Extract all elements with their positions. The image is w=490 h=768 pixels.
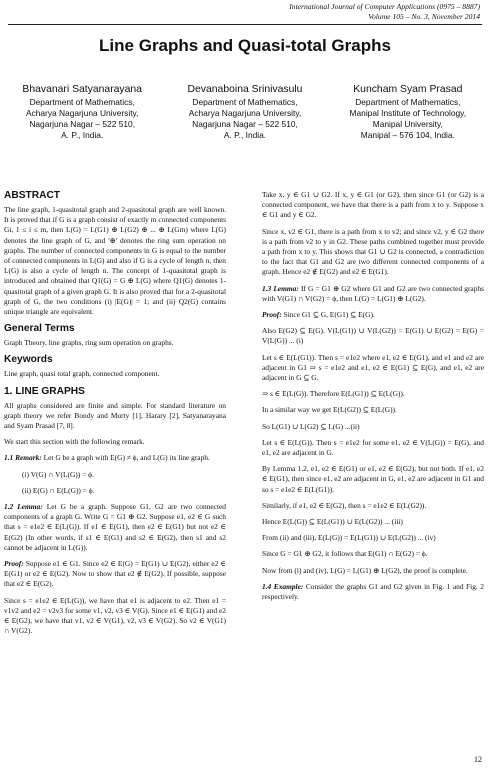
remark <box>4 453 226 463</box>
aff-line: Department of Mathematics, <box>29 97 135 107</box>
author-block <box>2 84 488 141</box>
aff-line: Manipal University, <box>372 119 443 129</box>
paragraph: Also E(G2) ⊆ E(G). V(L(G1)) ∪ V(L(G2)) = E(G1) ∪ E(G2) = E(G) = V(L(G)) ... (i) <box>262 326 484 346</box>
left-column <box>4 190 226 643</box>
paragraph: Similarly, if e1, e2 ∈ E(G2), then s = e1e2 ∈ E(L(G2)). <box>262 500 427 510</box>
aff-line: Department of Mathematics, <box>192 97 298 107</box>
paragraph: Now from (i) and (iv), L(G) = L(G1) ⊕ L(G2), the proof is complete. <box>262 565 468 575</box>
keywords-heading: Keywords <box>4 354 53 366</box>
proof-text: Suppose e1 ∈ G1. Since e2 ∈ E(G) = E(G1) ∪ E(G2), either e2 ∈ E(G1) or e2 ∈ E(G2). Now to show that e2 ∉ E(G2). If possible, suppose that e2 ∈ E(G2). <box>4 559 226 589</box>
paragraph: Hence E(L(G)) ⊆ E(L(G1)) ∪ E(L(G2)) ... (iii) <box>262 517 403 527</box>
remark-label: 1.1 Remark: <box>4 453 42 463</box>
paragraph: Since G = G1 ⊕ G2, it follows that E(G1) ∩ E(G2) = ϕ. <box>262 549 428 559</box>
paragraph: We start this section with the following remark. <box>4 437 145 447</box>
paragraph: In a similar way we get E(L(G2)) ⊆ E(L(G)). <box>262 405 397 415</box>
paragraph: Let s ∈ E(L(G1)). Then s = e1e2 where e1, e2 ∈ E(G1), and e1 and e2 are adjacent in G1 ⇒ s = e1e2 and e1, e2 ∈ E(G1) ⊆ E(G), and e1, e2 are adjacent in G ⊆ G. <box>262 352 484 383</box>
aff-line: Acharya Nagarjuna University, <box>188 108 302 118</box>
header-rule <box>8 24 482 25</box>
author-name: Kuncham Syam Prasad <box>353 84 463 95</box>
journal-line-2: Volume 105 – No. 3, November 2014 <box>368 12 480 21</box>
lemma-label: 1.3 Lemma: <box>262 283 299 293</box>
right-column <box>262 190 484 608</box>
example <box>262 582 484 602</box>
paragraph: All graphs considered are finite and simple. For standard literature on graph theory we refer Bondy and Murty [1], Harary [2], Satyanarayana and Syam Prasad [7, 8]. <box>4 400 226 431</box>
section-heading: 1. LINE GRAPHS <box>4 385 85 397</box>
abstract-heading: ABSTRACT <box>4 190 61 201</box>
aff-line: Department of Mathematics, <box>355 97 461 107</box>
paragraph: From (ii) and (iii), E(L(G)) = E(L(G1)) ∪ E(L(G2)) ... (iv) <box>262 533 436 543</box>
paragraph: So L(G1) ∪ L(G2) ⊆ L(G) ...(ii) <box>262 421 360 431</box>
journal-line-1: International Journal of Computer Applications (0975 – 8887) <box>289 2 480 11</box>
lemma-text: Let G be a graph. Suppose G1, G2 are two connected components of a graph G. Write G = G1 ⊕ G2. Suppose e1, e2 ∈ G such that s = e1e2 ∈ E(L(G)). If e1 ∈ E(G1), then e2 ∈ E(G1) but not e2 ∈ E(G2) (In other words, if s1 ∈ E(G1) and s2 ∈ E(G2), then s1 and s2 cannot be adjacent in L(G)). <box>4 502 226 552</box>
remark-item: (i) V(G) ∩ V(L(G)) = ϕ. <box>22 469 94 479</box>
paragraph: Take x, y ∈ G1 ∪ G2. If x, y ∈ G1 (or G2), then since G1 (or G2) is a connected component, we have that there is a path from x to y. Suppose x ∈ G1 and y ∈ G2. <box>262 190 484 220</box>
aff-line: A. P., India. <box>223 130 267 140</box>
author-1 <box>2 84 162 141</box>
author-2 <box>165 84 325 141</box>
proof-label: Proof: <box>4 559 24 569</box>
aff-line: Nagarjuna Nagar – 522 510, <box>192 119 298 129</box>
general-terms-text: Graph Theory, line graphs, ring sum operation on graphs. <box>4 338 174 348</box>
aff-line: A. P., India. <box>61 130 104 140</box>
paragraph: By Lemma 1.2, e1, e2 ∈ E(G1) or e1, e2 ∈ E(G2), but not both. If e1, e2 ∈ E(G1), then since e1, e2 are adjacent in G, e1, e2 are adjacent in G1 and so s = e1e2 ∈ E(L(G1)). <box>262 464 484 494</box>
example-label: 1.4 Example: <box>262 581 304 591</box>
abstract-text: The line graph, 1-quasitotal graph and 2-quasitotal graph are well known. It is proved that if G is a graph consist of exactly m connected components Gi, 1 ≤ i ≤ m, then L(G) = L(G1) ⊕ L(G2) ⊕ ... ⊕ L(Gm) where L(G) denotes the line graph of G, and '⊕' denotes the ring sum operation on graphs. The number of connected components in G is equal to the number of connected components in L(G) and also if G is a cycle of length n, then L(G) is also a cycle of length n. The concept of 1-quasitotal graph is introduced and obtained that Q1(G) = G ⊕ L(G) where Q1(G) denotes 1-quasitotal graph of a given graph G. It is also proved that for a 2-quasitotal graph of G, the two conditions (i) |E(G)| = 1; and (ii) Q2(G) contains unique triangle are equivalent. <box>4 205 226 317</box>
author-affiliation <box>328 97 488 141</box>
paragraph: ⇒ s ∈ E(L(G)). Therefore E(L(G1)) ⊆ E(L(G)). <box>262 389 405 399</box>
lemma <box>262 284 484 304</box>
page-number: 12 <box>474 755 482 764</box>
paragraph: Since s = e1e2 ∈ E(L(G)), we have that e1 is adjacent to e2. Then e1 = v1v2 and e2 = v2v3 for some v1, v2, v3 ∈ V(G). Since e1 ∈ E(G1) and e2 ∈ E(G2), we have that v1, v2 ∈ V(G1), v2, v3 ∈ V(G2). So v2 ∈ V(G1) ∩ V(G2). <box>4 595 226 636</box>
lemma-text: If G = G1 ⊕ G2 where G1 and G2 are two connected graphs with V(G1) ∩ V(G2) = ϕ, then L(G) = L(G1) ⊕ L(G2). <box>262 283 484 303</box>
author-name: Devanaboina Srinivasulu <box>187 84 303 95</box>
lemma-label: 1.2 Lemma: <box>4 502 43 512</box>
aff-line: Manipal Institute of Technology, <box>349 108 467 118</box>
aff-line: Nagarjuna Nagar – 522 510, <box>29 119 136 129</box>
author-affiliation <box>165 97 325 141</box>
author-3 <box>328 84 488 141</box>
author-name: Bhavanari Satyanarayana <box>22 84 142 95</box>
journal-header <box>289 2 480 22</box>
general-terms-heading: General Terms <box>4 323 75 335</box>
proof-label: Proof: <box>262 310 282 320</box>
paragraph: Let s ∈ E(L(G)). Then s = e1e2 for some e1, e2 ∈ V(L(G)) = E(G), and e1, e2 are adjacent in G. <box>262 437 484 458</box>
proof <box>262 310 484 320</box>
aff-line: Manipal – 576 104, India. <box>360 130 455 140</box>
aff-line: Acharya Nagarjuna University, <box>25 108 139 118</box>
paragraph: Since x, v2 ∈ G1, there is a path from x to v2; and since v2, y ∈ G2 there is a path from v2 to y in G2. These paths combined together must provide a path from x to y. This shows that G1 ∪ G2 is connected, a contradiction to the fact that G1 and G2 are two different connected components of a graph. Hence e2 ∉ E(G2) and e2 ∈ E(G1). <box>262 226 484 277</box>
proof <box>4 559 226 590</box>
remark-text: Let G be a graph with E(G) ≠ ϕ, and L(G) its line graph. <box>43 453 210 463</box>
paper-title: Line Graphs and Quasi-total Graphs <box>99 36 391 55</box>
remark-item: (ii) E(G) ∩ E(L(G)) = ϕ. <box>22 485 95 495</box>
proof-text: Since G1 ⊆ G, E(G1) ⊆ E(G). <box>283 310 375 320</box>
lemma <box>4 502 226 553</box>
example-text: Consider the graphs G1 and G2 given in Fig. 1 and Fig. 2 respectively. <box>262 581 484 602</box>
author-affiliation <box>2 97 162 141</box>
keywords-text: Line graph, quasi total graph, connected component. <box>4 369 160 379</box>
